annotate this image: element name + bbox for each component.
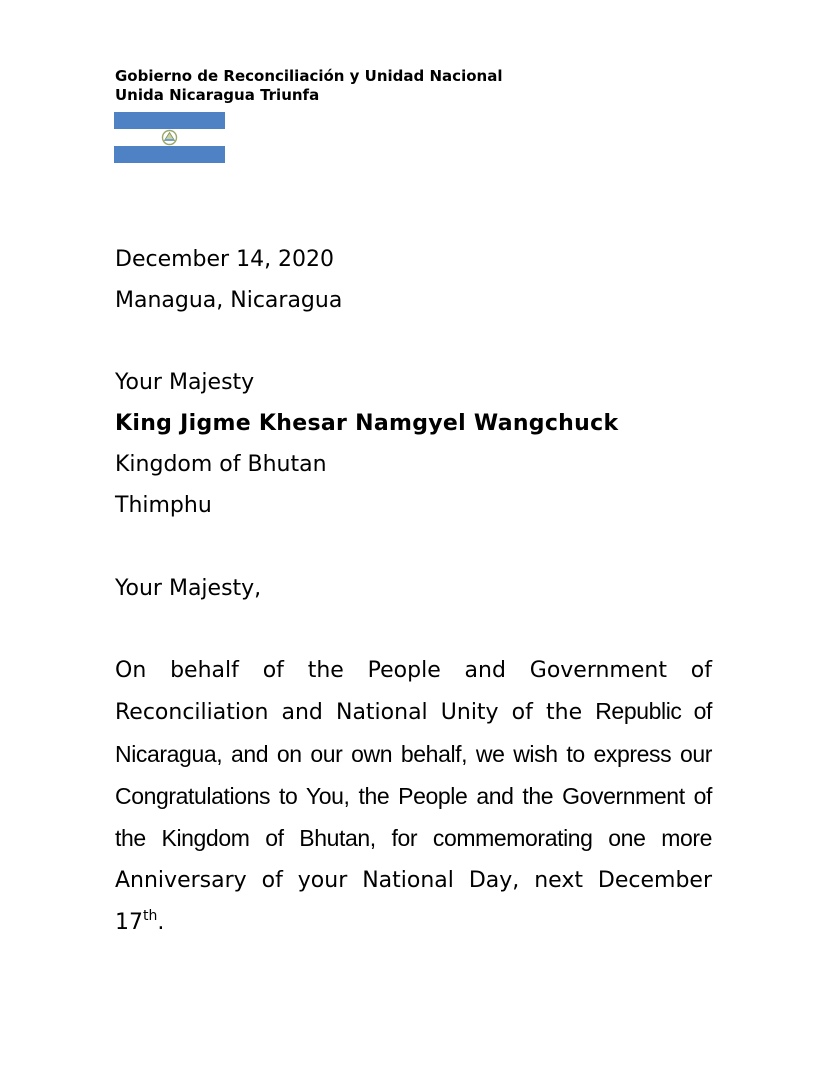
letterhead [115, 67, 502, 105]
body-text-part3: Anniversary of your National Day, next December 17 [115, 868, 712, 935]
letterhead-slogan: Unida Nicaragua Triunfa [115, 86, 320, 104]
body-text-part1: On behalf of the People and Government of Reconciliation and National Unity of the [115, 658, 712, 726]
letter-date: December 14, 2020 [115, 247, 335, 272]
recipient-title: Your Majesty [115, 370, 255, 395]
recipient-country: Kingdom of Bhutan [115, 452, 327, 477]
letter-body-paragraph [115, 650, 712, 943]
salutation: Your Majesty, [115, 576, 262, 601]
recipient-name: King Jigme Khesar Namgyel Wangchuck [115, 411, 619, 436]
body-text-part2: Republic of Nicaragua, and on our own behalf, we wish to express our Congratulations to You, the People and the Government of the Kingdom of Bhutan, for commemorating one more [115, 698, 713, 852]
letterhead-government-name: Gobierno de Reconciliación y Unidad Nacional [115, 67, 503, 85]
recipient-address [115, 362, 618, 526]
recipient-city: Thimphu [115, 493, 212, 518]
body-text-end: . [157, 909, 165, 935]
letter-place: Managua, Nicaragua [115, 288, 343, 313]
date-place-block [115, 239, 342, 321]
nicaragua-flag-icon [114, 112, 225, 163]
ordinal-suffix: th [143, 907, 158, 924]
